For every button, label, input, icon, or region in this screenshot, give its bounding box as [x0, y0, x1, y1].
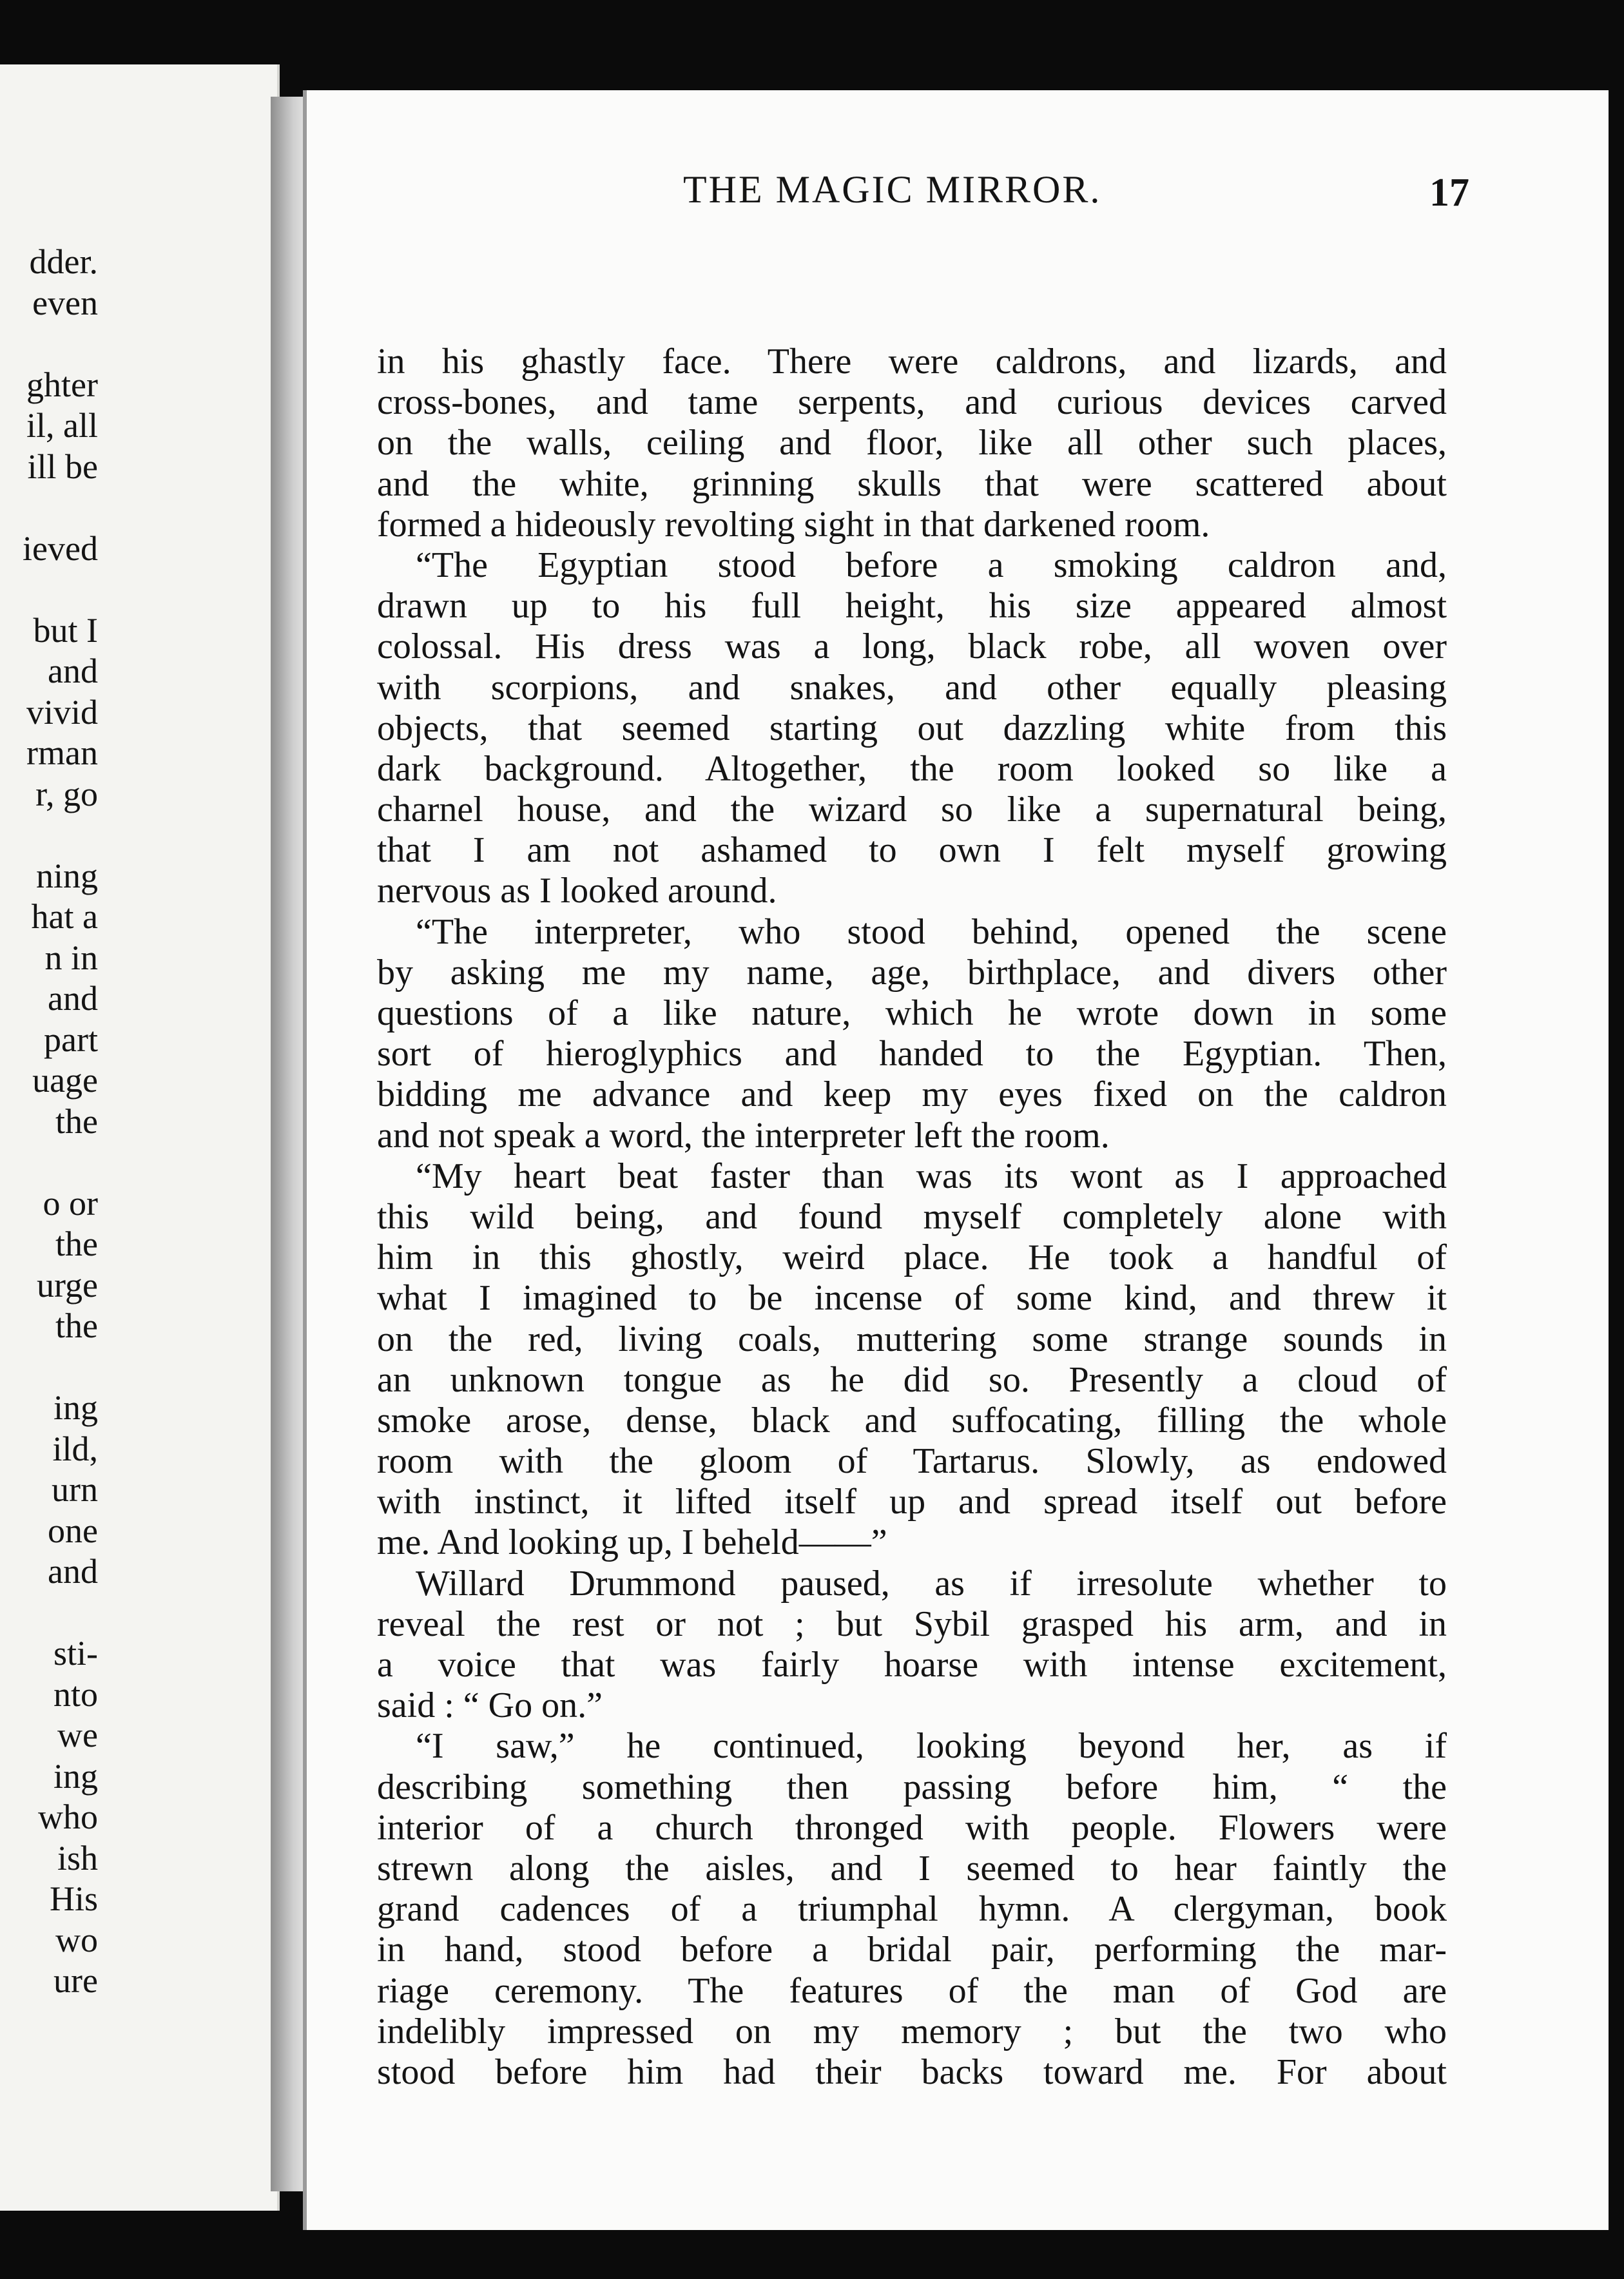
text-line: questions of a like nature, which he wrote down in some	[377, 993, 1447, 1033]
text-line: stood before him had their backs toward me. For about	[377, 2051, 1447, 2092]
left-page-fragment: ild,	[52, 1429, 98, 1468]
left-page-fragment: urn	[52, 1470, 98, 1509]
left-page-fragment: we	[57, 1716, 98, 1754]
text-line: room with the gloom of Tartarus. Slowly, as endowed	[377, 1441, 1447, 1482]
text-line: colossal. His dress was a long, black robe, all woven over	[377, 626, 1447, 667]
left-page-fragment: rman	[26, 733, 98, 772]
text-line: this wild being, and found myself completely alone with	[377, 1196, 1447, 1237]
text-line: in his ghastly face. There were caldrons, and lizards, and	[377, 342, 1447, 382]
left-page-margin-text	[0, 64, 103, 2211]
text-line: reveal the rest or not ; but Sybil grasped his arm, and in	[377, 1604, 1447, 1644]
left-page-fragment: vivid	[26, 692, 98, 732]
left-page-fragment: ing	[53, 1756, 98, 1796]
left-page-fragment: n in	[44, 938, 98, 977]
text-line: interior of a church thronged with people. Flowers were	[377, 1807, 1447, 1848]
left-page-fragment: ieved	[23, 529, 98, 568]
text-line: him in this ghostly, weird place. He took a handful of	[377, 1237, 1447, 1278]
text-line: bidding me advance and keep my eyes fixed on the caldron	[377, 1074, 1447, 1115]
text-line: what I imagined to be incense of some kind, and threw it	[377, 1278, 1447, 1319]
text-line: and not speak a word, the interpreter left the room.	[377, 1115, 1110, 1156]
text-line: on the red, living coals, muttering some strange sounds in	[377, 1319, 1447, 1359]
text-line: by asking me my name, age, birthplace, and divers other	[377, 952, 1447, 993]
text-line: Willard Drummond paused, as if irresolute whether to	[416, 1563, 1447, 1604]
text-line: charnel house, and the wizard so like a supernatural being,	[377, 790, 1447, 830]
text-line: “My heart beat faster than was its wont as I approached	[416, 1156, 1447, 1196]
text-line: strewn along the aisles, and I seemed to hear faintly the	[377, 1848, 1447, 1888]
left-page-fragment: and	[48, 979, 98, 1018]
text-line: in hand, stood before a bridal pair, performing the mar-	[377, 1930, 1447, 1970]
left-page-fragment: the	[55, 1101, 98, 1141]
left-page-fragment: r, go	[35, 774, 98, 813]
text-line: and the white, grinning skulls that were scattered about	[377, 463, 1447, 504]
text-line: a voice that was fairly hoarse with intense excitement,	[377, 1645, 1447, 1685]
left-page-fragment: nto	[53, 1674, 98, 1714]
left-page-fragment: ing	[53, 1388, 98, 1427]
left-page-fragment: urge	[37, 1265, 98, 1304]
left-page-fragment: uage	[32, 1061, 98, 1100]
left-page-fragment: wo	[55, 1920, 98, 1959]
running-head: THE MAGIC MIRROR.	[683, 168, 1102, 211]
text-line: objects, that seemed starting out dazzling white from this	[377, 708, 1447, 748]
left-page-fragment: ill be	[27, 447, 98, 486]
left-page-fragment: but I	[33, 610, 98, 650]
left-page-fragment: hat a	[31, 897, 98, 936]
left-page-fragment: sti-	[53, 1634, 98, 1673]
left-facing-page	[0, 64, 280, 2211]
text-line: describing something then passing before him, “ the	[377, 1767, 1447, 1807]
text-line: “The interpreter, who stood behind, opened the scene	[416, 911, 1447, 952]
text-line: smoke arose, dense, black and suffocating, filling the whole	[377, 1400, 1447, 1440]
text-line: sort of hieroglyphics and handed to the Egyptian. Then,	[377, 1034, 1447, 1074]
left-page-fragment: who	[38, 1798, 98, 1836]
text-line: “The Egyptian stood before a smoking caldron and,	[416, 545, 1447, 585]
text-line: dark background. Altogether, the room looked so like a	[377, 748, 1447, 789]
left-page-fragment: one	[48, 1511, 98, 1550]
text-line: cross-bones, and tame serpents, and curious devices carved	[377, 382, 1447, 423]
text-line: said : “ Go on.”	[377, 1685, 603, 1726]
text-line: that I am not ashamed to own I felt myself growing	[377, 830, 1447, 871]
left-page-fragment: even	[32, 283, 98, 322]
page-header	[374, 168, 1469, 226]
left-page-fragment: part	[44, 1020, 98, 1059]
left-page-fragment: and	[48, 652, 98, 690]
page-number: 17	[1429, 171, 1469, 215]
text-line: formed a hideously revolting sight in that darkened room.	[377, 504, 1210, 545]
left-page-fragment: ure	[53, 1961, 98, 2000]
text-line: an unknown tongue as he did so. Presently a cloud of	[377, 1359, 1447, 1400]
text-line: nervous as I looked around.	[377, 871, 777, 911]
text-line: on the walls, ceiling and floor, like all other such places,	[377, 423, 1447, 463]
text-line: riage ceremony. The features of the man of God are	[377, 1970, 1447, 2011]
left-page-fragment: ish	[57, 1838, 98, 1877]
text-line: drawn up to his full height, his size appeared almost	[377, 586, 1447, 626]
text-line: indelibly impressed on my memory ; but the two who	[377, 2011, 1447, 2051]
text-line: with instinct, it lifted itself up and spread itself out before	[377, 1482, 1447, 1522]
left-page-fragment: the	[55, 1225, 98, 1263]
left-page-fragment: and	[48, 1552, 98, 1591]
left-page-fragment: dder.	[29, 242, 98, 281]
body-text	[377, 342, 1447, 2093]
left-page-fragment: ning	[35, 856, 98, 895]
left-page-fragment: il, all	[26, 406, 98, 445]
text-line: “I saw,” he continued, looking beyond her, as if	[416, 1726, 1447, 1767]
left-page-fragment: ghter	[26, 365, 98, 404]
text-line: with scorpions, and snakes, and other equally pleasing	[377, 667, 1447, 708]
left-page-fragment: the	[55, 1306, 98, 1345]
left-page-fragment: o or	[43, 1183, 98, 1223]
text-line: grand cadences of a triumphal hymn. A clergyman, book	[377, 1889, 1447, 1930]
text-line: me. And looking up, I beheld——”	[377, 1522, 887, 1563]
left-page-fragment: His	[49, 1879, 98, 1918]
